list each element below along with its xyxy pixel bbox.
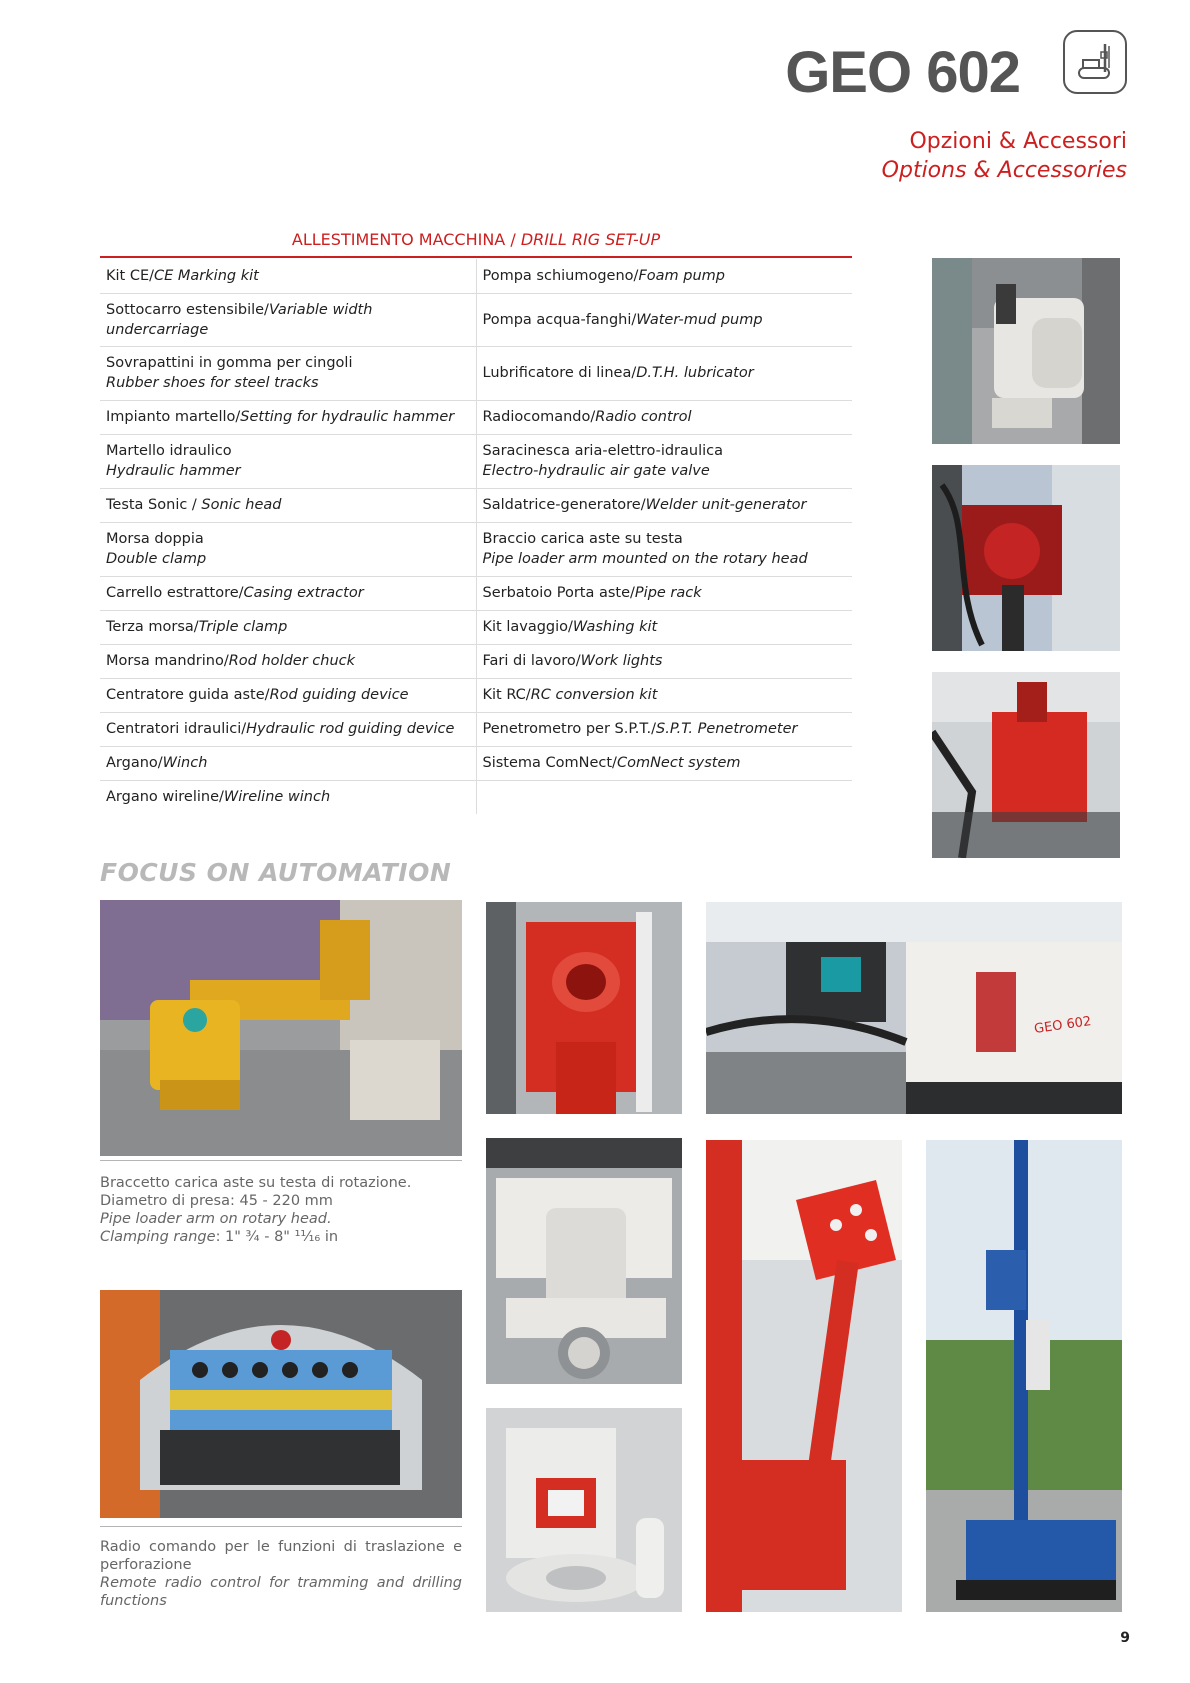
caption-radio-control	[100, 1538, 462, 1610]
caption-rule	[100, 1526, 462, 1527]
caption-line: Diametro di presa: 45 - 220 mm	[100, 1193, 333, 1209]
subtitle-english: Options & Accessories	[881, 158, 1127, 183]
table-cell: Martello idraulico Hydraulic hammer	[100, 434, 476, 488]
table-cell: Impianto martello/Setting for hydraulic hammer	[100, 400, 476, 434]
caption-line: Braccetto carica aste su testa di rotazione.	[100, 1175, 412, 1191]
page-title: GEO 602	[785, 40, 1020, 105]
table-cell: Braccio carica aste su testa Pipe loader arm mounted on the rotary head	[476, 522, 852, 576]
photo-radio-control	[100, 1290, 462, 1518]
table-cell: Morsa doppia Double clamp	[100, 522, 476, 576]
subtitle-italian: Opzioni & Accessori	[909, 129, 1127, 154]
photo-foam-pump	[932, 258, 1120, 444]
photo-pipe-loader-arm	[100, 900, 462, 1156]
table-cell: Carrello estrattore/Casing extractor	[100, 576, 476, 610]
caption-pipe-loader	[100, 1174, 462, 1246]
table-cell: Saldatrice-generatore/Welder unit-generator	[476, 488, 852, 522]
table-row	[100, 746, 852, 780]
table-cell: Fari di lavoro/Work lights	[476, 644, 852, 678]
table-cell	[476, 780, 852, 814]
table-cell: Centratore guida aste/Rod guiding device	[100, 678, 476, 712]
table-row	[100, 522, 852, 576]
table-cell: Kit CE/CE Marking kit	[100, 259, 476, 293]
table-cell: Lubrificatore di linea/D.T.H. lubricator	[476, 346, 852, 400]
table-row	[100, 488, 852, 522]
table-cell: Testa Sonic / Sonic head	[100, 488, 476, 522]
table-cell: Argano wireline/Wireline winch	[100, 780, 476, 814]
table-cell: Serbatoio Porta aste/Pipe rack	[476, 576, 852, 610]
caption-line: Remote radio control for tramming and drilling functions	[100, 1575, 462, 1609]
caption-rule	[100, 1160, 462, 1161]
table-cell: Argano/Winch	[100, 746, 476, 780]
table-row	[100, 293, 852, 346]
photo-double-clamp	[486, 1138, 682, 1384]
table-heading-it: ALLESTIMENTO MACCHINA /	[291, 230, 521, 249]
table-row	[100, 576, 852, 610]
table-cell: Sottocarro estensibile/Variable width undercarriage	[100, 293, 476, 346]
table-row	[100, 346, 852, 400]
page-number: 9	[1120, 1630, 1130, 1646]
table-heading-en: DRILL RIG SET-UP	[520, 230, 661, 249]
machine-badge: GEO 602	[1033, 1014, 1093, 1037]
table-rule	[100, 256, 852, 258]
table-cell: Kit RC/RC conversion kit	[476, 678, 852, 712]
table-row	[100, 678, 852, 712]
photo-pipe-rack	[706, 1140, 902, 1612]
table-cell: Terza morsa/Triple clamp	[100, 610, 476, 644]
photo-geo-602-machine	[706, 902, 1122, 1114]
photo-rotary-head	[932, 465, 1120, 651]
table-row	[100, 780, 852, 814]
caption-label: Clamping range	[100, 1229, 216, 1245]
table-heading	[100, 228, 852, 252]
table-cell: Radiocomando/Radio control	[476, 400, 852, 434]
table-row	[100, 434, 852, 488]
table-row	[100, 259, 852, 293]
table-row	[100, 400, 852, 434]
drill-rig-icon	[1063, 30, 1127, 94]
table-cell: Sovrapattini in gomma per cingoli Rubber shoes for steel tracks	[100, 346, 476, 400]
table-row	[100, 644, 852, 678]
table-cell: Centratori idraulici/Hydraulic rod guiding device	[100, 712, 476, 746]
table-cell: Morsa mandrino/Rod holder chuck	[100, 644, 476, 678]
caption-line: Radio comando per le funzioni di traslazione e perforazione	[100, 1539, 462, 1573]
table-cell: Saracinesca aria-elettro-idraulica Electro-hydraulic air gate valve	[476, 434, 852, 488]
photo-rig-head-red	[932, 672, 1120, 858]
caption-line: Pipe loader arm on rotary head.	[100, 1211, 332, 1227]
table-cell: Penetrometro per S.P.T./S.P.T. Penetrometer	[476, 712, 852, 746]
options-table	[100, 259, 852, 814]
table-cell: Kit lavaggio/Washing kit	[476, 610, 852, 644]
table-row	[100, 712, 852, 746]
table-cell: Sistema ComNect/ComNect system	[476, 746, 852, 780]
photo-red-clamp	[486, 902, 682, 1114]
focus-heading: FOCUS ON AUTOMATION	[100, 858, 452, 887]
photo-rod-holder	[486, 1408, 682, 1612]
table-cell: Pompa acqua-fanghi/Water-mud pump	[476, 293, 852, 346]
caption-value: : 1" ¾ - 8" ¹¹⁄₁₆ in	[215, 1229, 339, 1245]
table-cell: Pompa schiumogeno/Foam pump	[476, 259, 852, 293]
table-row	[100, 610, 852, 644]
photo-blue-rig	[926, 1140, 1122, 1612]
